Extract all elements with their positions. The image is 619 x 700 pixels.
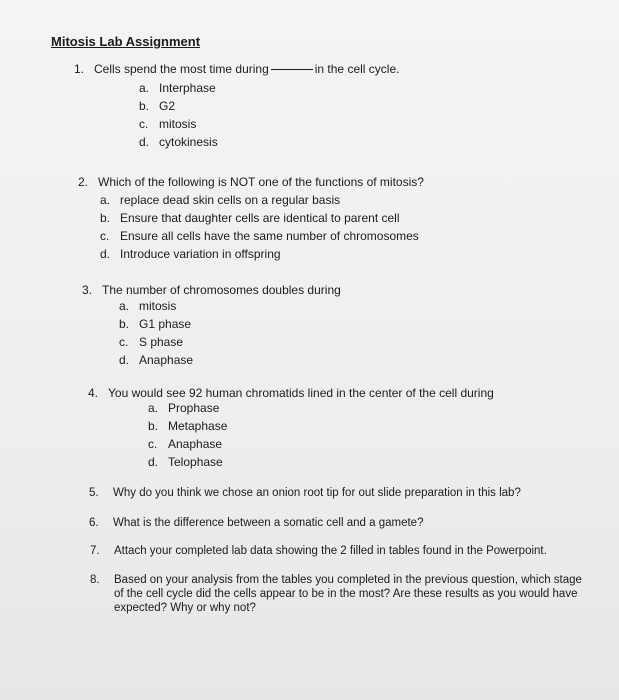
option-d: d. Introduce variation in offspring (100, 247, 281, 261)
question-number: 3. (82, 283, 93, 297)
option-d: d. cytokinesis (139, 135, 218, 149)
option-d: d. Anaphase (119, 353, 194, 367)
question-number: 1. (74, 62, 85, 76)
question-text: Which of the following is NOT one of the functions of mitosis? (98, 175, 424, 189)
question-5 (89, 486, 569, 500)
question-number: 4. (88, 386, 99, 400)
option-c: c. mitosis (139, 117, 197, 131)
answer-blank (271, 69, 313, 70)
option-b: b. Ensure that daughter cells are identical to parent cell (100, 211, 400, 225)
question-number: 6. (89, 517, 99, 529)
question-text: The number of chromosomes doubles during (102, 283, 341, 297)
question-3-options (119, 297, 193, 369)
question-2 (78, 175, 424, 190)
question-text: You would see 92 human chromatids lined in the center of the cell during (108, 386, 494, 400)
question-3 (82, 283, 341, 298)
question-text: Attach your completed lab data showing the 2 filled in tables found in the Powerpoint. (114, 545, 547, 557)
option-c: c. S phase (119, 335, 184, 349)
option-b: b. G1 phase (119, 317, 192, 331)
question-1-options (139, 79, 218, 151)
option-a: a. mitosis (119, 299, 177, 313)
option-a: a. Interphase (139, 81, 216, 95)
option-a: a. Prophase (148, 401, 220, 415)
question-text: Based on your analysis from the tables you completed in the previous question, which stage of the cell cycle did the cells appear to be in the most? Are these results as you would have expected? Why or why not? (114, 574, 582, 614)
question-number: 5. (89, 487, 99, 499)
question-1 (74, 62, 399, 77)
question-6 (89, 516, 569, 530)
question-number: 8. (90, 574, 100, 586)
option-c: c. Anaphase (148, 437, 223, 451)
option-d: d. Telophase (148, 455, 223, 469)
question-text-after: in the cell cycle. (314, 62, 400, 76)
question-2-options (100, 191, 419, 263)
question-text: What is the difference between a somatic cell and a gamete? (113, 517, 424, 529)
question-text-before: Cells spend the most time during (94, 62, 269, 76)
question-4-options (148, 399, 227, 471)
question-7 (90, 544, 580, 558)
option-b: b. Metaphase (148, 419, 228, 433)
question-number: 7. (90, 545, 100, 557)
question-8 (90, 573, 585, 615)
question-number: 2. (78, 175, 89, 189)
question-text: Why do you think we chose an onion root tip for out slide preparation in this lab? (113, 487, 521, 499)
page-title: Mitosis Lab Assignment (51, 34, 201, 49)
option-c: c. Ensure all cells have the same number of chromosomes (100, 229, 419, 243)
option-b: b. G2 (139, 99, 176, 113)
option-a: a. replace dead skin cells on a regular basis (100, 193, 341, 207)
